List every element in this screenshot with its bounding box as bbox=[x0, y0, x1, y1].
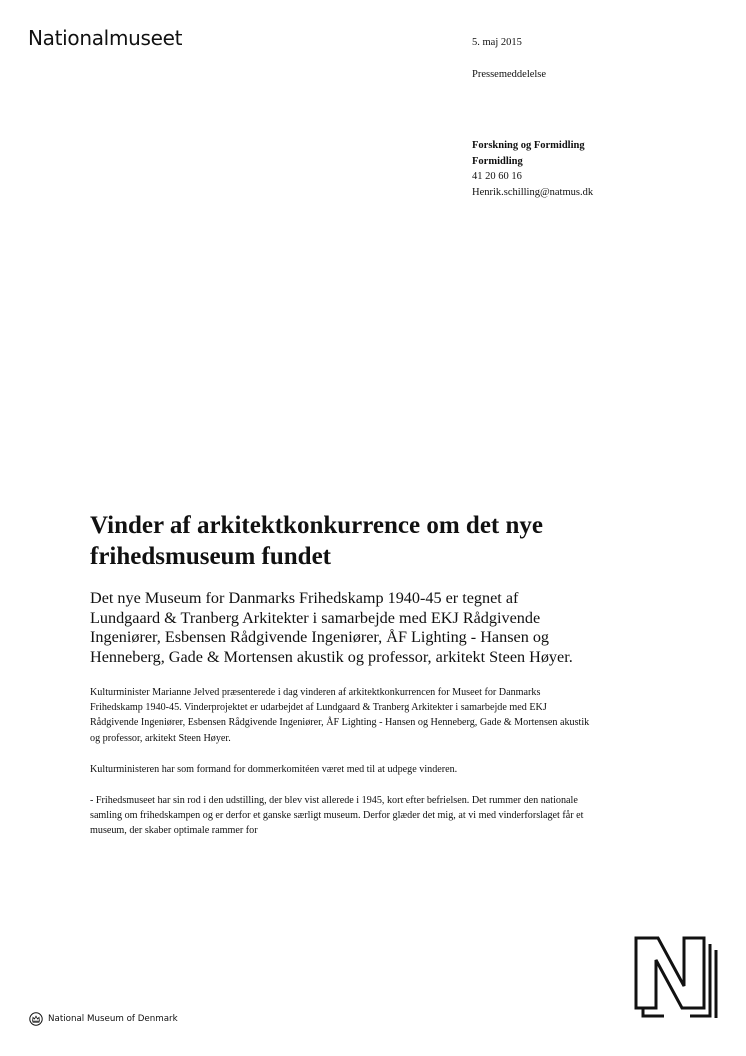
contact-department: Forskning og Formidling bbox=[472, 140, 585, 151]
brand-wordmark: Nationalmuseet bbox=[28, 26, 183, 50]
footer-label: National Museum of Denmark bbox=[48, 1014, 178, 1024]
n-logo-icon bbox=[634, 936, 720, 1018]
article-paragraph: Kulturminister Marianne Jelved præsenterede i dag vinderen af arkitektkonkurrencen for Museet for Danmarks Frihedskamp 1940-45. Vinderprojektet er udarbejdet af Lundgaard & Tranberg Arkitekter i samarbejde med EKJ Rådgivende Ingeniører, Esbensen Rådgivende Ingeniører, ÅF Lighting - Hansen og Henneberg, Gade & Mortensen akustik og professor, arkitekt Steen Høyer. bbox=[90, 687, 590, 744]
article bbox=[90, 510, 590, 855]
press-date: 5. maj 2015 bbox=[472, 37, 522, 48]
article-headline: Vinder af arkitektkonkurrence om det nye frihedsmuseum fundet bbox=[90, 512, 543, 570]
contact-phone: 41 20 60 16 bbox=[472, 171, 522, 182]
article-lead: Det nye Museum for Danmarks Frihedskamp 1940-45 er tegnet af Lundgaard & Tranberg Arkitekter i samarbejde med EKJ Rådgivende Ingeniører, Esbensen Rådgivende Ingeniører, ÅF Lighting - Hansen og Henneberg, Gade & Mortensen akustik og professor, arkitekt Steen Høyer. bbox=[90, 589, 573, 666]
crown-icon bbox=[29, 1012, 43, 1026]
contact-email: Henrik.schilling@natmus.dk bbox=[472, 186, 594, 198]
contact-unit: Formidling bbox=[472, 155, 523, 167]
footer bbox=[29, 1012, 178, 1026]
press-type: Pressemeddelelse bbox=[472, 69, 547, 80]
contact-block bbox=[472, 138, 593, 200]
article-paragraph: Kulturministeren har som formand for dommerkomitéen været med til at udpege vinderen. bbox=[90, 763, 458, 775]
article-paragraph: - Frihedsmuseet har sin rod i den udstilling, der blev vist allerede i 1945, kort efter befrielsen. Det rummer den nationale samling om frihedskampen og er derfor et ganske særligt museum. Derfor glæder det mig, at vi med vinderforslaget får et museum, der skaber optimale rammer for bbox=[90, 795, 584, 837]
